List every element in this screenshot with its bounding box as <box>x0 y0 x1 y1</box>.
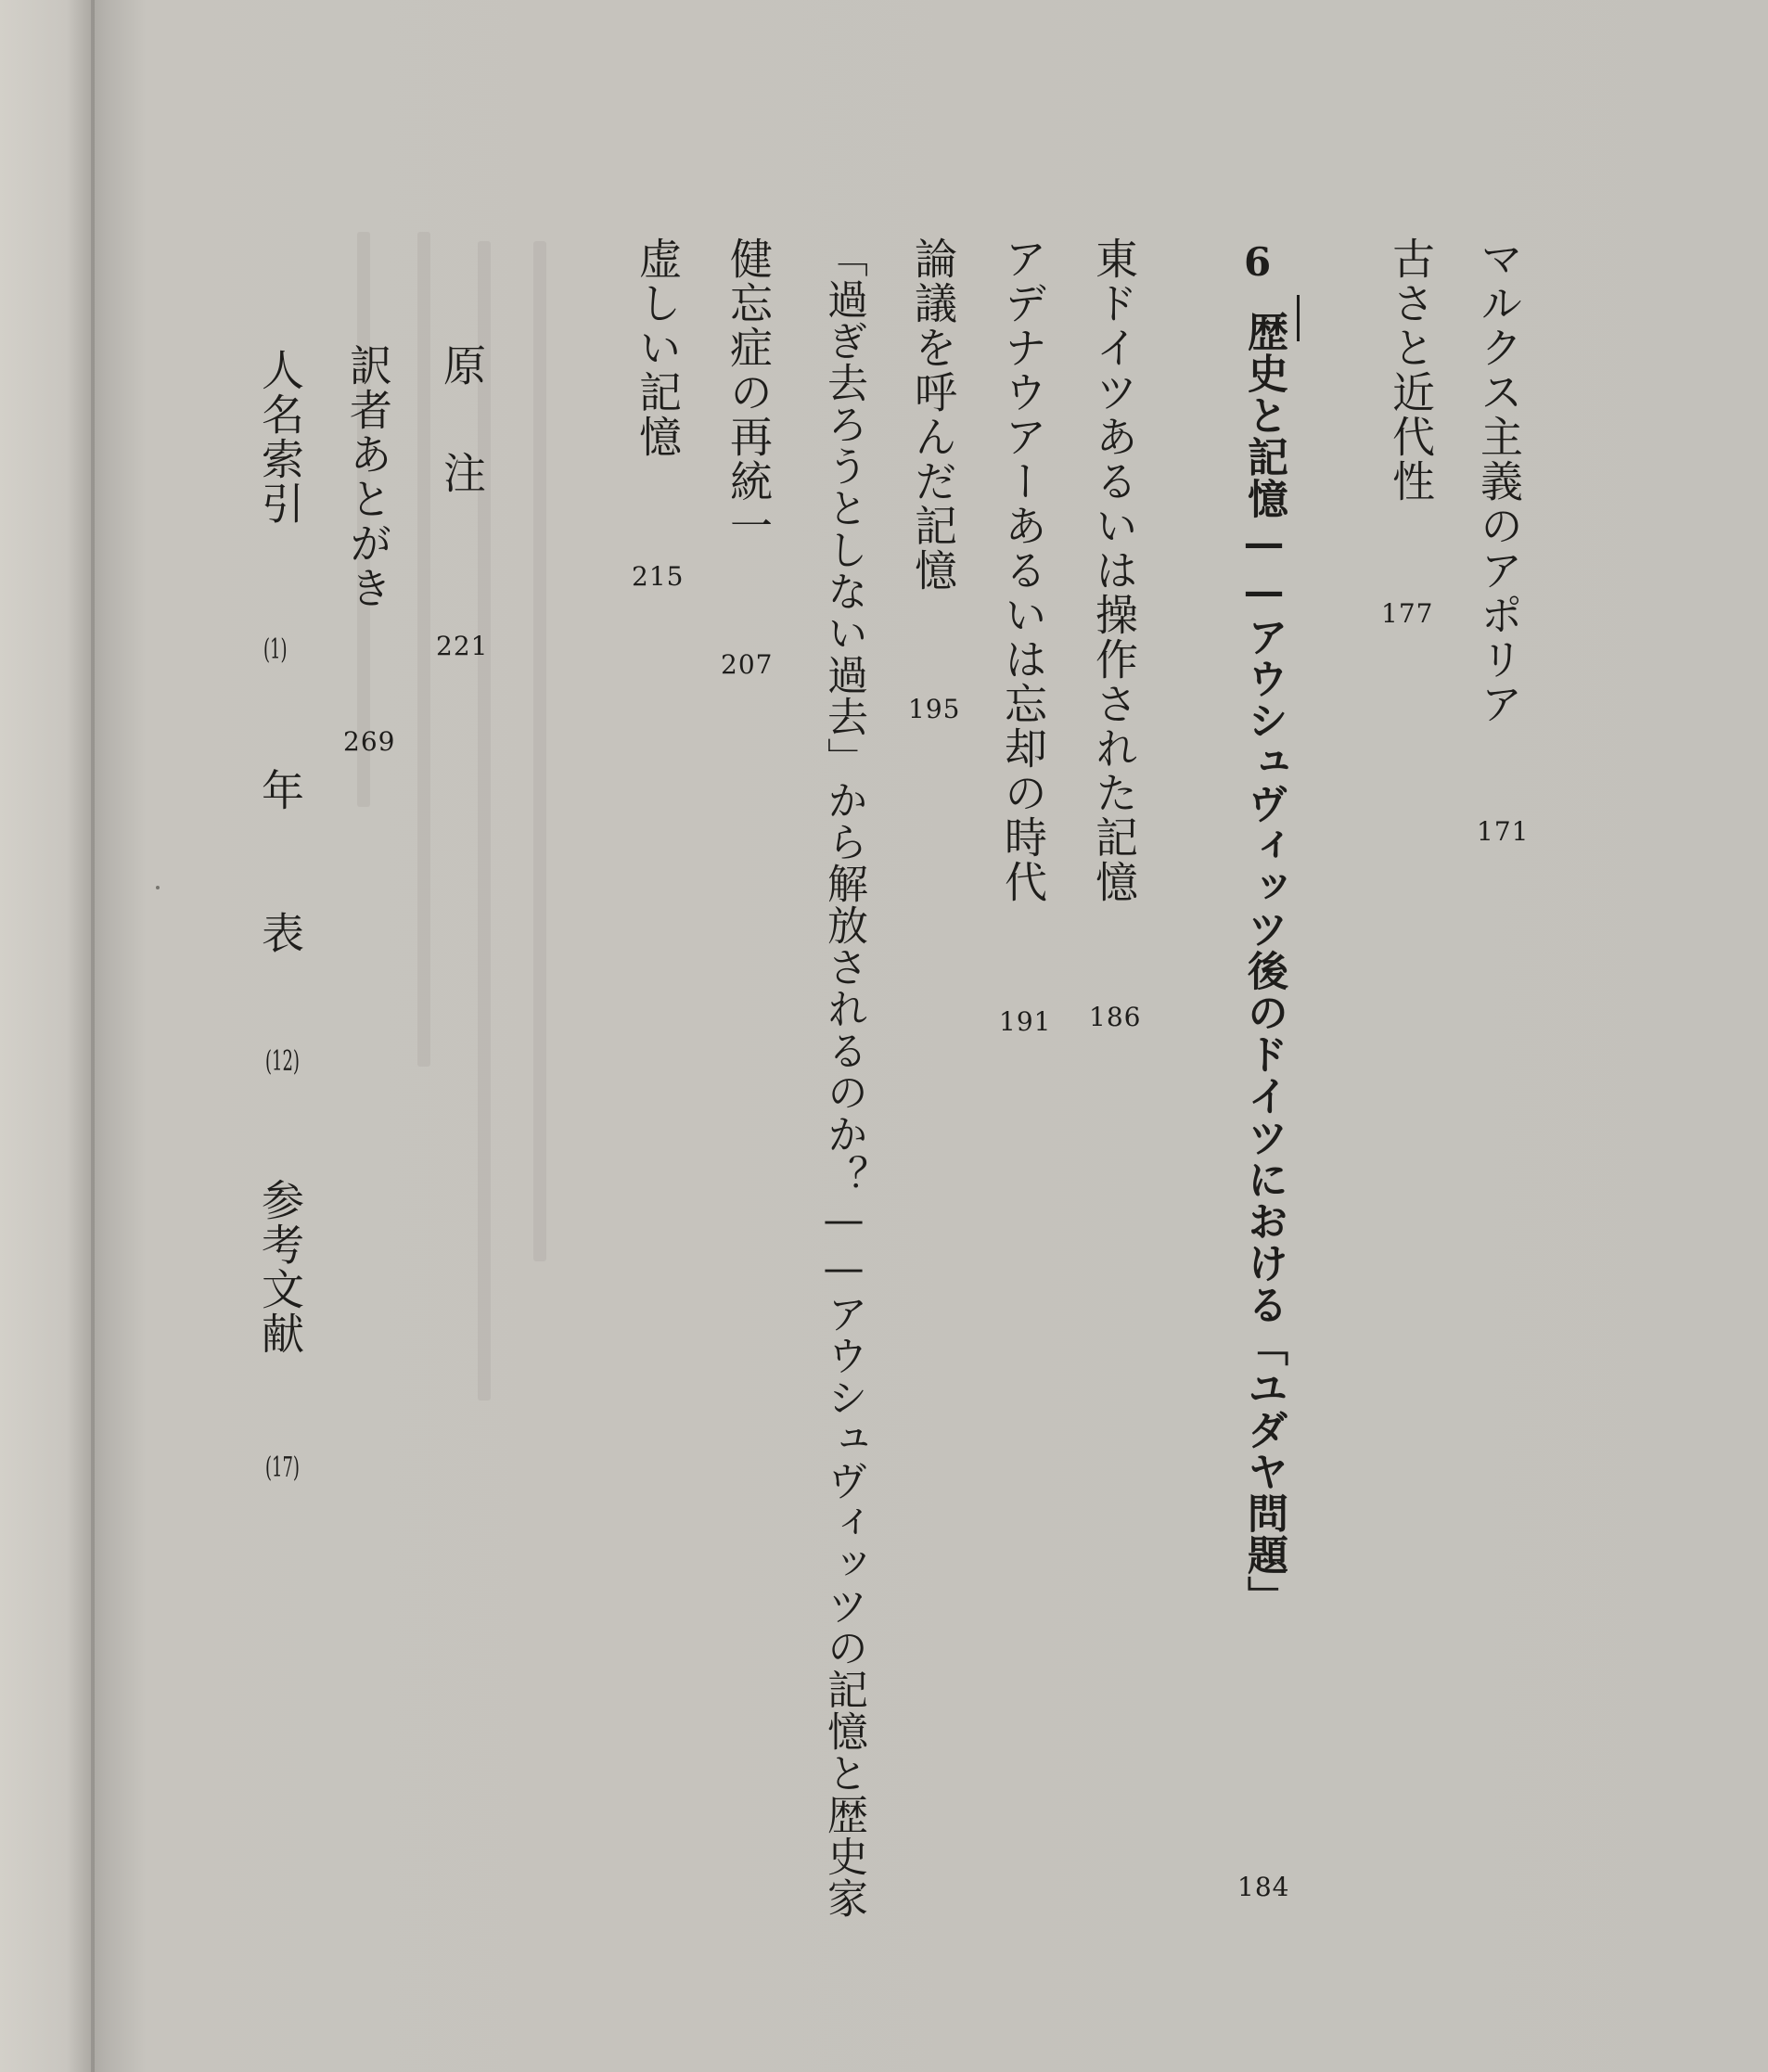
show-through-mark <box>417 232 430 1067</box>
toc-entry-antiquity-modernity[interactable] <box>1381 0 1436 2072</box>
toc-entry-title: アデナウアーあるいは忘却の時代 <box>998 237 1048 904</box>
toc-entry-page: 191 <box>999 1006 1052 1037</box>
toc-entry-page: 171 <box>1477 816 1530 847</box>
toc-entry-past-that-will-not-pass[interactable] <box>821 0 865 2072</box>
toc-entry-adenauer[interactable] <box>998 0 1052 2072</box>
toc-entry-title: マルクス主義のアポリア <box>1474 237 1524 726</box>
toc-entry-index-page: (1) <box>263 633 288 666</box>
gutter-shadow <box>91 0 147 2072</box>
toc-entry-title: 原 注 <box>437 343 487 505</box>
toc-entry-title: 健忘症の再統一 <box>724 237 774 548</box>
toc-entry-chronology-page: (12) <box>265 1045 300 1078</box>
toc-entry-title: 東ドイツあるいは操作された記憶 <box>1089 237 1139 904</box>
toc-back-matter <box>255 0 305 2072</box>
toc-entry-page: 186 <box>1089 1002 1142 1032</box>
chapter-number: 6 <box>1244 239 1272 285</box>
toc-entry-references[interactable]: 参考文献 <box>255 1178 305 1356</box>
toc-entry-title: 古さと近代性 <box>1386 237 1436 504</box>
toc-entry-chronology-char-2[interactable]: 表 <box>255 911 305 955</box>
toc-entry-notes[interactable] <box>436 0 489 2072</box>
toc-chapter-6[interactable] <box>1237 0 1290 2072</box>
chapter-rule <box>1297 295 1300 341</box>
toc-entry-page: 195 <box>908 694 961 724</box>
toc-entry-translator-afterword[interactable] <box>343 0 396 2072</box>
toc-entry-page: 215 <box>632 561 685 592</box>
facing-page-edge <box>0 0 95 2072</box>
toc-entry-title: 虚しい記憶 <box>633 237 683 459</box>
toc-entry-page: 177 <box>1381 598 1434 629</box>
toc-entry-index[interactable]: 人名索引 <box>255 348 305 526</box>
toc-entry-chronology-char-1[interactable]: 年 <box>255 768 305 812</box>
toc-entry-references-page: (17) <box>265 1452 300 1484</box>
toc-entry-page: 184 <box>1237 1872 1290 1902</box>
toc-entry-debated-memory[interactable] <box>908 0 961 2072</box>
toc-entry-marxism[interactable] <box>1474 0 1530 2072</box>
toc-entry-title: 「過ぎ去ろうとしない過去」から解放されるのか？——アウシュヴィッツの記憶と歴史家 <box>820 237 867 1919</box>
show-through-mark <box>533 241 546 1261</box>
toc-entry-vain-memory[interactable] <box>632 0 685 2072</box>
toc-entry-page: 221 <box>436 631 489 661</box>
chapter-title: 歴史と記憶——アウシュヴィッツ後のドイツにおける「ユダヤ問題」 <box>1240 311 1288 1618</box>
toc-entry-page: 269 <box>343 726 396 757</box>
toc-entry-amnesiac-reunification[interactable] <box>721 0 774 2072</box>
toc-entry-page: 207 <box>721 649 774 680</box>
toc-entry-title: 論議を呼んだ記憶 <box>908 237 958 593</box>
toc-entry-east-germany[interactable] <box>1089 0 1142 2072</box>
toc-entry-title: 訳者あとがき <box>343 343 393 610</box>
speck <box>156 886 160 889</box>
